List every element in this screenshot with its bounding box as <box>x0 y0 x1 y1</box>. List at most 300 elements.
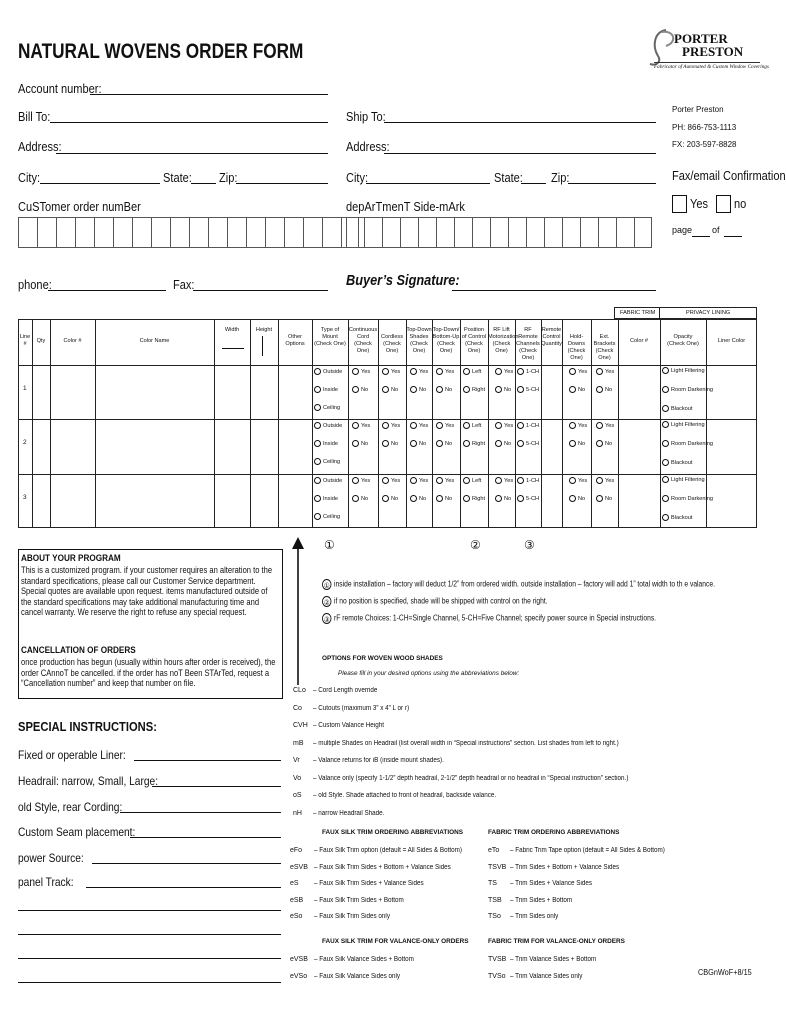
radio-label: No <box>361 387 369 393</box>
mount-ceiling[interactable] <box>314 513 340 521</box>
radio-circle[interactable] <box>382 495 389 502</box>
rf-lift-yes[interactable] <box>495 422 513 430</box>
radio-label: Yes <box>391 369 401 375</box>
header-col-remote: Remote Control Quantity <box>541 327 562 347</box>
header-col-liner-color: Liner Color <box>717 338 746 344</box>
radio-circle[interactable] <box>596 386 603 393</box>
marker-1: ① <box>324 538 335 552</box>
radio-label: Inside <box>323 496 338 502</box>
radio-circle[interactable] <box>314 368 321 375</box>
header-col-line: Line # <box>19 334 31 347</box>
position-right[interactable] <box>463 386 485 394</box>
rf-remote-5ch[interactable] <box>517 386 539 394</box>
mount-ceiling[interactable] <box>314 404 340 412</box>
top-down-no[interactable] <box>410 495 426 503</box>
page-total-field[interactable] <box>724 236 742 237</box>
top-down-no[interactable] <box>410 440 426 448</box>
char-box[interactable] <box>472 217 490 248</box>
radio-circle[interactable] <box>662 440 669 447</box>
radio-circle[interactable] <box>314 386 321 393</box>
top-down-no[interactable] <box>410 386 426 394</box>
radio-circle[interactable] <box>314 404 321 411</box>
char-box[interactable] <box>436 217 454 248</box>
radio-circle[interactable] <box>382 386 389 393</box>
liner-field[interactable] <box>134 760 281 761</box>
ext-brackets-yes[interactable] <box>596 422 614 430</box>
char-box[interactable] <box>616 217 634 248</box>
col-line <box>32 319 33 528</box>
radio-circle[interactable] <box>517 386 524 393</box>
radio-circle[interactable] <box>410 495 417 502</box>
old-style-field[interactable] <box>120 812 281 813</box>
opacity-blackout[interactable] <box>662 405 692 413</box>
radio-circle[interactable] <box>410 422 417 429</box>
rf-lift-yes[interactable] <box>495 477 513 485</box>
radio-label: Yes <box>361 478 371 484</box>
position-right[interactable] <box>463 495 485 503</box>
radio-label: Light Filtering <box>671 422 705 428</box>
radio-circle[interactable] <box>436 368 443 375</box>
abbr-code: mB <box>293 739 304 747</box>
top-down-bu-no[interactable] <box>436 440 452 448</box>
abbr-code: CVH <box>293 722 308 729</box>
radio-circle[interactable] <box>596 422 603 429</box>
holddowns-no[interactable] <box>569 386 585 394</box>
height-arrow-icon <box>262 336 263 356</box>
top-down-bu-no[interactable] <box>436 495 452 503</box>
bill-zip-field[interactable] <box>236 183 328 184</box>
radio-circle[interactable] <box>314 422 321 429</box>
char-box[interactable] <box>322 217 341 248</box>
header-col-color-name: Color Name <box>139 338 170 344</box>
radio-circle[interactable] <box>352 386 359 393</box>
note-text: if no position is specified, shade will be shipped with control on the right. <box>334 596 548 606</box>
opacity-blackout[interactable] <box>662 514 692 522</box>
mount-ceiling[interactable] <box>314 458 340 466</box>
abbr-desc: – Trim Sides only <box>510 913 559 920</box>
radio-circle[interactable] <box>314 458 321 465</box>
bill-zip-label: Zip: <box>219 170 238 185</box>
yes-label: Yes <box>690 196 709 211</box>
header-col-position: Position of Control (Check One) <box>461 327 487 354</box>
top-down-bu-yes[interactable] <box>436 368 454 376</box>
radio-circle[interactable] <box>662 367 669 374</box>
radio-circle[interactable] <box>314 495 321 502</box>
radio-label: Yes <box>605 369 615 375</box>
instruction-line-3[interactable] <box>18 958 281 959</box>
radio-label: Right <box>472 496 486 502</box>
radio-circle[interactable] <box>596 477 603 484</box>
radio-label: No <box>361 496 369 502</box>
bill-address-field[interactable] <box>56 153 328 154</box>
power-field[interactable] <box>92 863 281 864</box>
char-box[interactable] <box>454 217 472 248</box>
note-text: rF remote Choices: 1-CH=Single Channel, 5-CH=Five Channel; specify power source in Special instructions. <box>334 613 657 623</box>
options-subtitle: Please fill in your desired options using the abbreviations below: <box>338 670 520 677</box>
radio-circle[interactable] <box>436 386 443 393</box>
department-label: depArTmenT Side-mArk <box>346 199 465 214</box>
opacity-light[interactable] <box>662 476 705 484</box>
radio-circle[interactable] <box>463 477 470 484</box>
char-box[interactable] <box>37 217 56 248</box>
holddowns-no[interactable] <box>569 440 585 448</box>
abbr-code: TVSB <box>488 956 507 963</box>
radio-circle[interactable] <box>662 421 669 428</box>
ext-brackets-yes[interactable] <box>596 477 614 485</box>
department-boxes[interactable] <box>346 217 652 248</box>
char-box[interactable] <box>418 217 436 248</box>
char-box[interactable] <box>132 217 151 248</box>
radio-circle[interactable] <box>436 422 443 429</box>
yes-checkbox[interactable] <box>672 195 687 213</box>
radio-circle[interactable] <box>495 422 502 429</box>
abbr-desc: – Faux Silk Trim Sides + Valance Sides <box>314 880 424 887</box>
ship-to-label: Ship To: <box>346 109 386 124</box>
radio-circle[interactable] <box>410 440 417 447</box>
options-title: OPTIONS FOR WOVEN WOOD SHADES <box>322 655 443 662</box>
radio-circle[interactable] <box>569 495 576 502</box>
radio-circle[interactable] <box>495 386 502 393</box>
abbr-desc: – multiple Shades on Headrail (list overall width in “Special instructions” section. List shades from left to right.) <box>313 739 619 747</box>
col-line <box>250 319 251 528</box>
radio-circle[interactable] <box>662 476 669 483</box>
radio-label: Blackout <box>671 406 693 412</box>
char-box[interactable] <box>364 217 382 248</box>
rf-remote-5ch[interactable] <box>517 440 539 448</box>
radio-circle[interactable] <box>352 440 359 447</box>
radio-circle[interactable] <box>495 477 502 484</box>
phone-field[interactable] <box>48 290 166 291</box>
abbr-code: eVSB <box>290 956 308 963</box>
radio-circle[interactable] <box>410 477 417 484</box>
abbr-code: Vr <box>293 757 300 764</box>
fax-field[interactable] <box>193 290 328 291</box>
char-box[interactable] <box>580 217 598 248</box>
holddowns-no[interactable] <box>569 495 585 503</box>
radio-label: 1-CH <box>526 423 540 429</box>
opacity-light[interactable] <box>662 367 705 375</box>
mount-inside[interactable] <box>314 440 338 448</box>
position-right[interactable] <box>463 440 485 448</box>
radio-circle[interactable] <box>596 495 603 502</box>
row-number: 2 <box>23 439 27 446</box>
cont-cord-yes[interactable] <box>352 422 370 430</box>
holddowns-yes[interactable] <box>569 477 587 485</box>
opacity-blackout[interactable] <box>662 459 692 467</box>
radio-label: Yes <box>445 478 455 484</box>
radio-circle[interactable] <box>382 422 389 429</box>
cancel-text: once production has begun (usually within hours after order is received), the order CAnnoT be cancelled. if the order has noT Been STArTed, request a “Cancellation number” and keep that number on file. <box>21 657 276 689</box>
radio-label: No <box>391 387 399 393</box>
top-down-yes[interactable] <box>410 422 428 430</box>
col-line <box>541 319 542 528</box>
radio-circle[interactable] <box>495 368 502 375</box>
ext-brackets-no[interactable] <box>596 440 612 448</box>
logo-name-2: PRESTON <box>682 44 744 59</box>
char-box[interactable] <box>508 217 526 248</box>
radio-circle[interactable] <box>314 440 321 447</box>
opacity-room[interactable] <box>662 440 713 448</box>
ext-brackets-no[interactable] <box>596 495 612 503</box>
cordless-yes[interactable] <box>382 422 400 430</box>
rf-remote-1ch[interactable] <box>517 477 539 485</box>
cancel-title: CANCELLATION OF ORDERS <box>21 645 136 656</box>
rf-lift-no[interactable] <box>495 386 511 394</box>
abbr-desc: – Fabric Trim Tape option (default = All Sides & Bottom) <box>510 847 665 854</box>
char-box[interactable] <box>346 217 364 248</box>
radio-circle[interactable] <box>436 440 443 447</box>
radio-circle[interactable] <box>410 386 417 393</box>
abbr-desc: – Faux Silk Valance Sides only <box>314 972 401 980</box>
radio-circle[interactable] <box>463 495 470 502</box>
instruction-line-4[interactable] <box>18 982 281 983</box>
mount-outside[interactable] <box>314 422 342 430</box>
rf-lift-no[interactable] <box>495 440 511 448</box>
char-box[interactable] <box>56 217 75 248</box>
headrail-field[interactable] <box>152 786 281 787</box>
mount-inside[interactable] <box>314 495 338 503</box>
ext-brackets-no[interactable] <box>596 386 612 394</box>
char-box[interactable] <box>208 217 227 248</box>
opacity-room[interactable] <box>662 495 713 503</box>
abbr-item <box>488 896 579 905</box>
radio-label: 1-CH <box>526 478 540 484</box>
radio-circle[interactable] <box>314 477 321 484</box>
radio-circle[interactable] <box>352 368 359 375</box>
radio-circle[interactable] <box>662 386 669 393</box>
up-arrow-icon <box>290 535 306 685</box>
mount-outside[interactable] <box>314 368 342 376</box>
radio-circle[interactable] <box>382 477 389 484</box>
radio-circle[interactable] <box>314 513 321 520</box>
abbr-item <box>293 791 517 800</box>
customer-order-boxes[interactable] <box>18 217 359 248</box>
radio-circle[interactable] <box>495 440 502 447</box>
account-field[interactable] <box>90 94 328 95</box>
opacity-light[interactable] <box>662 421 705 429</box>
radio-circle[interactable] <box>352 477 359 484</box>
radio-circle[interactable] <box>596 440 603 447</box>
radio-label: No <box>504 387 512 393</box>
cont-cord-no[interactable] <box>352 440 368 448</box>
char-box[interactable] <box>490 217 508 248</box>
radio-circle[interactable] <box>517 440 524 447</box>
rf-remote-1ch[interactable] <box>517 422 539 430</box>
col-line <box>95 319 96 528</box>
char-box[interactable] <box>18 217 37 248</box>
ship-city-field[interactable] <box>366 183 490 184</box>
rf-lift-yes[interactable] <box>495 368 513 376</box>
char-box[interactable] <box>598 217 616 248</box>
radio-circle[interactable] <box>517 495 524 502</box>
radio-circle[interactable] <box>569 477 576 484</box>
abbr-desc: – Faux Silk Valance Sides + Bottom <box>314 956 414 963</box>
radio-label: 5-CH <box>526 441 540 447</box>
char-box[interactable] <box>113 217 132 248</box>
abbr-item <box>290 955 425 964</box>
char-box[interactable] <box>170 217 189 248</box>
radio-circle[interactable] <box>662 405 669 412</box>
char-box[interactable] <box>94 217 113 248</box>
radio-circle[interactable] <box>410 368 417 375</box>
top-down-bu-no[interactable] <box>436 386 452 394</box>
bill-city-field[interactable] <box>40 183 160 184</box>
radio-label: Yes <box>578 423 588 429</box>
char-box[interactable] <box>544 217 562 248</box>
radio-circle[interactable] <box>569 440 576 447</box>
instruction-line-1[interactable] <box>18 910 281 911</box>
radio-circle[interactable] <box>596 368 603 375</box>
radio-circle[interactable] <box>662 459 669 466</box>
cordless-yes[interactable] <box>382 368 400 376</box>
rf-lift-no[interactable] <box>495 495 511 503</box>
char-box[interactable] <box>303 217 322 248</box>
char-box[interactable] <box>382 217 400 248</box>
position-left[interactable] <box>463 422 481 430</box>
radio-circle[interactable] <box>517 422 524 429</box>
ship-state-field[interactable] <box>521 183 546 184</box>
fax-email-confirmation: Fax/email Confirmation <box>672 168 786 183</box>
top-down-bu-yes[interactable] <box>436 477 454 485</box>
radio-circle[interactable] <box>662 514 669 521</box>
signature-label: Buyer’s Signature: <box>346 272 460 289</box>
radio-circle[interactable] <box>352 495 359 502</box>
cordless-no[interactable] <box>382 440 398 448</box>
abbr-code: eSB <box>290 896 304 904</box>
note-number: ① <box>323 581 330 590</box>
radio-label: Outside <box>323 369 343 375</box>
cordless-no[interactable] <box>382 495 398 503</box>
ship-zip-field[interactable] <box>568 183 656 184</box>
top-down-yes[interactable] <box>410 477 428 485</box>
radio-circle[interactable] <box>569 386 576 393</box>
abbr-item <box>293 809 392 818</box>
radio-circle[interactable] <box>463 368 470 375</box>
cordless-no[interactable] <box>382 386 398 394</box>
opacity-room[interactable] <box>662 386 713 394</box>
radio-label: Blackout <box>671 515 693 521</box>
ext-brackets-yes[interactable] <box>596 368 614 376</box>
radio-label: Yes <box>504 369 514 375</box>
cont-cord-yes[interactable] <box>352 477 370 485</box>
top-down-yes[interactable] <box>410 368 428 376</box>
radio-label: Yes <box>361 423 371 429</box>
ship-address-field[interactable] <box>384 153 656 154</box>
radio-circle[interactable] <box>436 495 443 502</box>
row-line <box>18 474 757 475</box>
page-number-field[interactable] <box>692 236 710 237</box>
abbr-item <box>293 739 653 748</box>
radio-label: Yes <box>578 478 588 484</box>
signature-field[interactable] <box>452 290 656 291</box>
radio-circle[interactable] <box>436 477 443 484</box>
char-box[interactable] <box>246 217 265 248</box>
char-box[interactable] <box>227 217 246 248</box>
radio-circle[interactable] <box>495 495 502 502</box>
char-box[interactable] <box>265 217 284 248</box>
abbr-desc: – Trim Valance Sides + Bottom <box>510 956 597 963</box>
header-col-cordless: Cordless (Check One) <box>380 334 404 354</box>
faux-valance-title: FAUX SILK TRIM FOR VALANCE-ONLY ORDERS <box>322 938 469 945</box>
char-box[interactable] <box>400 217 418 248</box>
radio-circle[interactable] <box>352 422 359 429</box>
radio-label: No <box>419 441 427 447</box>
holddowns-yes[interactable] <box>569 422 587 430</box>
radio-circle[interactable] <box>517 368 524 375</box>
abbr-item <box>488 879 601 888</box>
abbr-desc: – Faux Silk Trim option (default = All Sides & Bottom) <box>314 847 462 854</box>
char-box[interactable] <box>75 217 94 248</box>
about-title: ABOUT YOUR PROGRAM <box>21 553 121 564</box>
panel-field[interactable] <box>86 887 281 888</box>
fabric-title: FABRIC TRIM ORDERING ABBREVIATIONS <box>488 829 620 836</box>
radio-label: Blackout <box>671 460 693 466</box>
radio-label: Yes <box>391 423 401 429</box>
mount-outside[interactable] <box>314 477 342 485</box>
cordless-yes[interactable] <box>382 477 400 485</box>
seam-field[interactable] <box>130 837 281 838</box>
radio-circle[interactable] <box>517 477 524 484</box>
note-2 <box>322 596 548 607</box>
char-box[interactable] <box>189 217 208 248</box>
radio-label: Yes <box>419 478 429 484</box>
char-box[interactable] <box>562 217 580 248</box>
cont-cord-yes[interactable] <box>352 368 370 376</box>
radio-circle[interactable] <box>662 495 669 502</box>
radio-circle[interactable] <box>382 440 389 447</box>
no-checkbox[interactable] <box>716 195 731 213</box>
char-box[interactable] <box>151 217 170 248</box>
char-box[interactable] <box>284 217 303 248</box>
mount-inside[interactable] <box>314 386 338 394</box>
radio-label: Outside <box>323 478 343 484</box>
header-col-ext-brackets: Ext. Brackets (Check One) <box>593 334 616 361</box>
radio-circle[interactable] <box>569 422 576 429</box>
radio-label: Inside <box>323 441 338 447</box>
char-box[interactable] <box>634 217 652 248</box>
radio-circle[interactable] <box>569 368 576 375</box>
contact-fax: FX: 203-597-8828 <box>672 140 737 149</box>
cont-cord-no[interactable] <box>352 495 368 503</box>
radio-circle[interactable] <box>382 368 389 375</box>
special-title: SPECIAL INSTRUCTIONS: <box>18 719 157 734</box>
position-left[interactable] <box>463 368 481 376</box>
radio-circle[interactable] <box>463 422 470 429</box>
radio-circle[interactable] <box>463 440 470 447</box>
ship-to-field[interactable] <box>384 122 656 123</box>
abbr-code: eTo <box>488 847 500 854</box>
holddowns-yes[interactable] <box>569 368 587 376</box>
bill-state-field[interactable] <box>191 183 216 184</box>
position-left[interactable] <box>463 477 481 485</box>
bill-to-field[interactable] <box>50 122 328 123</box>
radio-label: No <box>445 496 453 502</box>
abbr-desc: – Custom Valance Height <box>313 722 384 729</box>
instruction-line-2[interactable] <box>18 934 281 935</box>
marker-3: ③ <box>524 538 535 552</box>
radio-circle[interactable] <box>463 386 470 393</box>
header-col-other: Other Options <box>285 334 305 347</box>
radio-label: Left <box>472 369 482 375</box>
cont-cord-no[interactable] <box>352 386 368 394</box>
abbr-desc: – narrow Headrail Shade. <box>313 809 385 817</box>
header-col-height: Height <box>255 327 273 333</box>
rf-remote-1ch[interactable] <box>517 368 539 376</box>
rf-remote-5ch[interactable] <box>517 495 539 503</box>
about-text: This is a customized program. if your customer requires an alteration to the standard specifications, please call our Customer Service department. Special quotes are available upon request. items manufactured outside of the standard specifications may take additional manufacturing time and cancel warranty. We reserve the right to refuse any special request. <box>21 565 273 618</box>
top-down-bu-yes[interactable] <box>436 422 454 430</box>
char-box[interactable] <box>526 217 544 248</box>
